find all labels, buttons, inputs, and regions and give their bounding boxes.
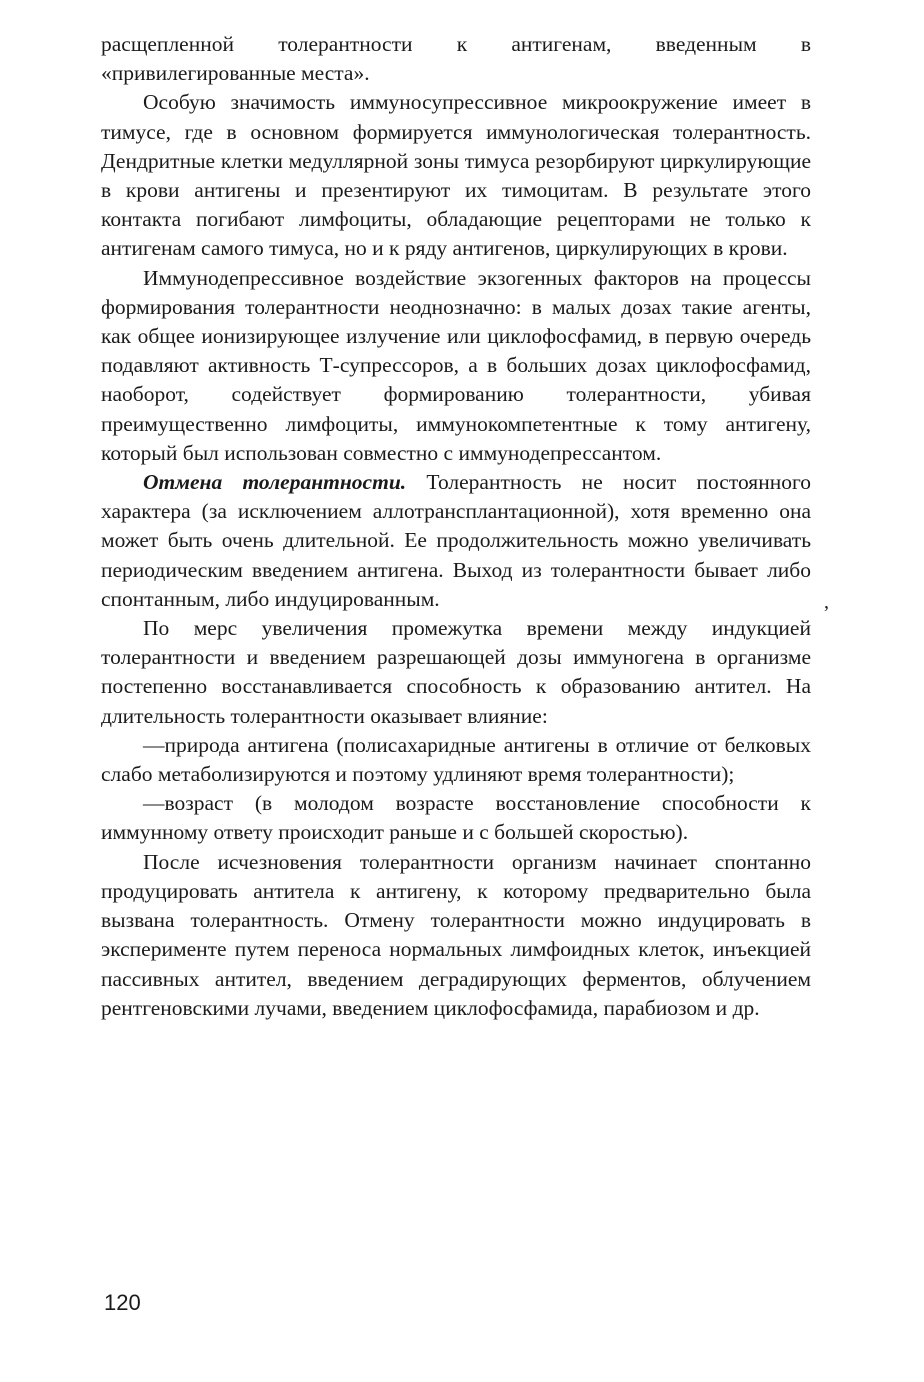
paragraph-tolerance-cancel xyxy=(101,468,811,614)
paragraph-text: Иммунодепрессивное воздействие экзогенных факторов на процессы формирования толерантности неоднозначно: в малых дозах такие агенты, как общее ионизирующее излучение или циклофосфамид, в первую очередь подавляют активность Т-супрессоров, а в больших дозах циклофосфамид, наоборот, содействует формированию толерантности, убивая преимущественно лимфоциты, иммунокомпетентные к тому антигену, который был использован совместно с иммунодепрессантом. xyxy=(101,265,811,465)
paragraph-run-in-heading: Отмена толерантности. xyxy=(143,470,407,495)
paragraph-text: —природа антигена (полисахаридные антигены в отличие от белковых слабо метаболизируются и поэтому удлиняют время толерантности); xyxy=(101,732,811,787)
paragraph-after-tolerance xyxy=(101,848,811,1023)
paragraph-continued xyxy=(101,30,811,88)
paragraph-text: Толерантность не носит постоянного характера (за исключением аллотрансплантационной), хотя временно она может быть очень длительной. Ее продолжительность можно увеличивать периодическим введением антигена. Выход из толерантности бывает либо спонтанным, либо индуцированным. xyxy=(101,470,811,611)
paragraph-text: расщепленной толерантности к антигенам, введенным в «привилегированные места». xyxy=(101,32,811,86)
paragraph-immunodepressive xyxy=(101,264,811,468)
paragraph-text: По мерс увеличения промежутка времени между индукцией толерантности и введением разрешающей дозы иммуногена в организме постепенно восстанавливается способность к образованию антител. На длительность толерантности оказывает влияние: xyxy=(101,616,811,728)
paragraph-text: Особую значимость иммуносупрессивное микроокружение имеет в тимусе, где в основном формируется иммунологическая толерантность. Дендритные клетки медуллярной зоны тимуса резорбируют циркулирующие в крови антигены и презентируют их тимоцитам. В результате этого контакта погибают лимфоциты, обладающие рецепторами не только к антигенам самого тимуса, но и к ряду антигенов, циркулирующих в крови. xyxy=(101,90,811,261)
list-item-antigen-nature xyxy=(101,731,811,789)
paragraph-time-interval xyxy=(101,614,811,731)
stray-mark: , xyxy=(824,591,829,613)
list-item-age xyxy=(101,789,811,847)
paragraph-text: После исчезновения толерантности организм начинает спонтанно продуцировать антитела к антигену, к которому предварительно была вызвана толерантность. Отмену толерантности можно индуцировать в эксперименте путем переноса нормальных лимфоидных клеток, инъекцией пассивных антител, введением деградирующих ферментов, облучением рентгеновскими лучами, введением циклофосфамида, парабиозом и др. xyxy=(101,849,811,1020)
paragraph-thymus xyxy=(101,88,811,263)
paragraph-text: —возраст (в молодом возрасте восстановление способности к иммунному ответу происходит раньше и с большей скоростью). xyxy=(101,791,811,845)
page-number: 120 xyxy=(104,1290,141,1315)
page-body xyxy=(101,30,811,1023)
